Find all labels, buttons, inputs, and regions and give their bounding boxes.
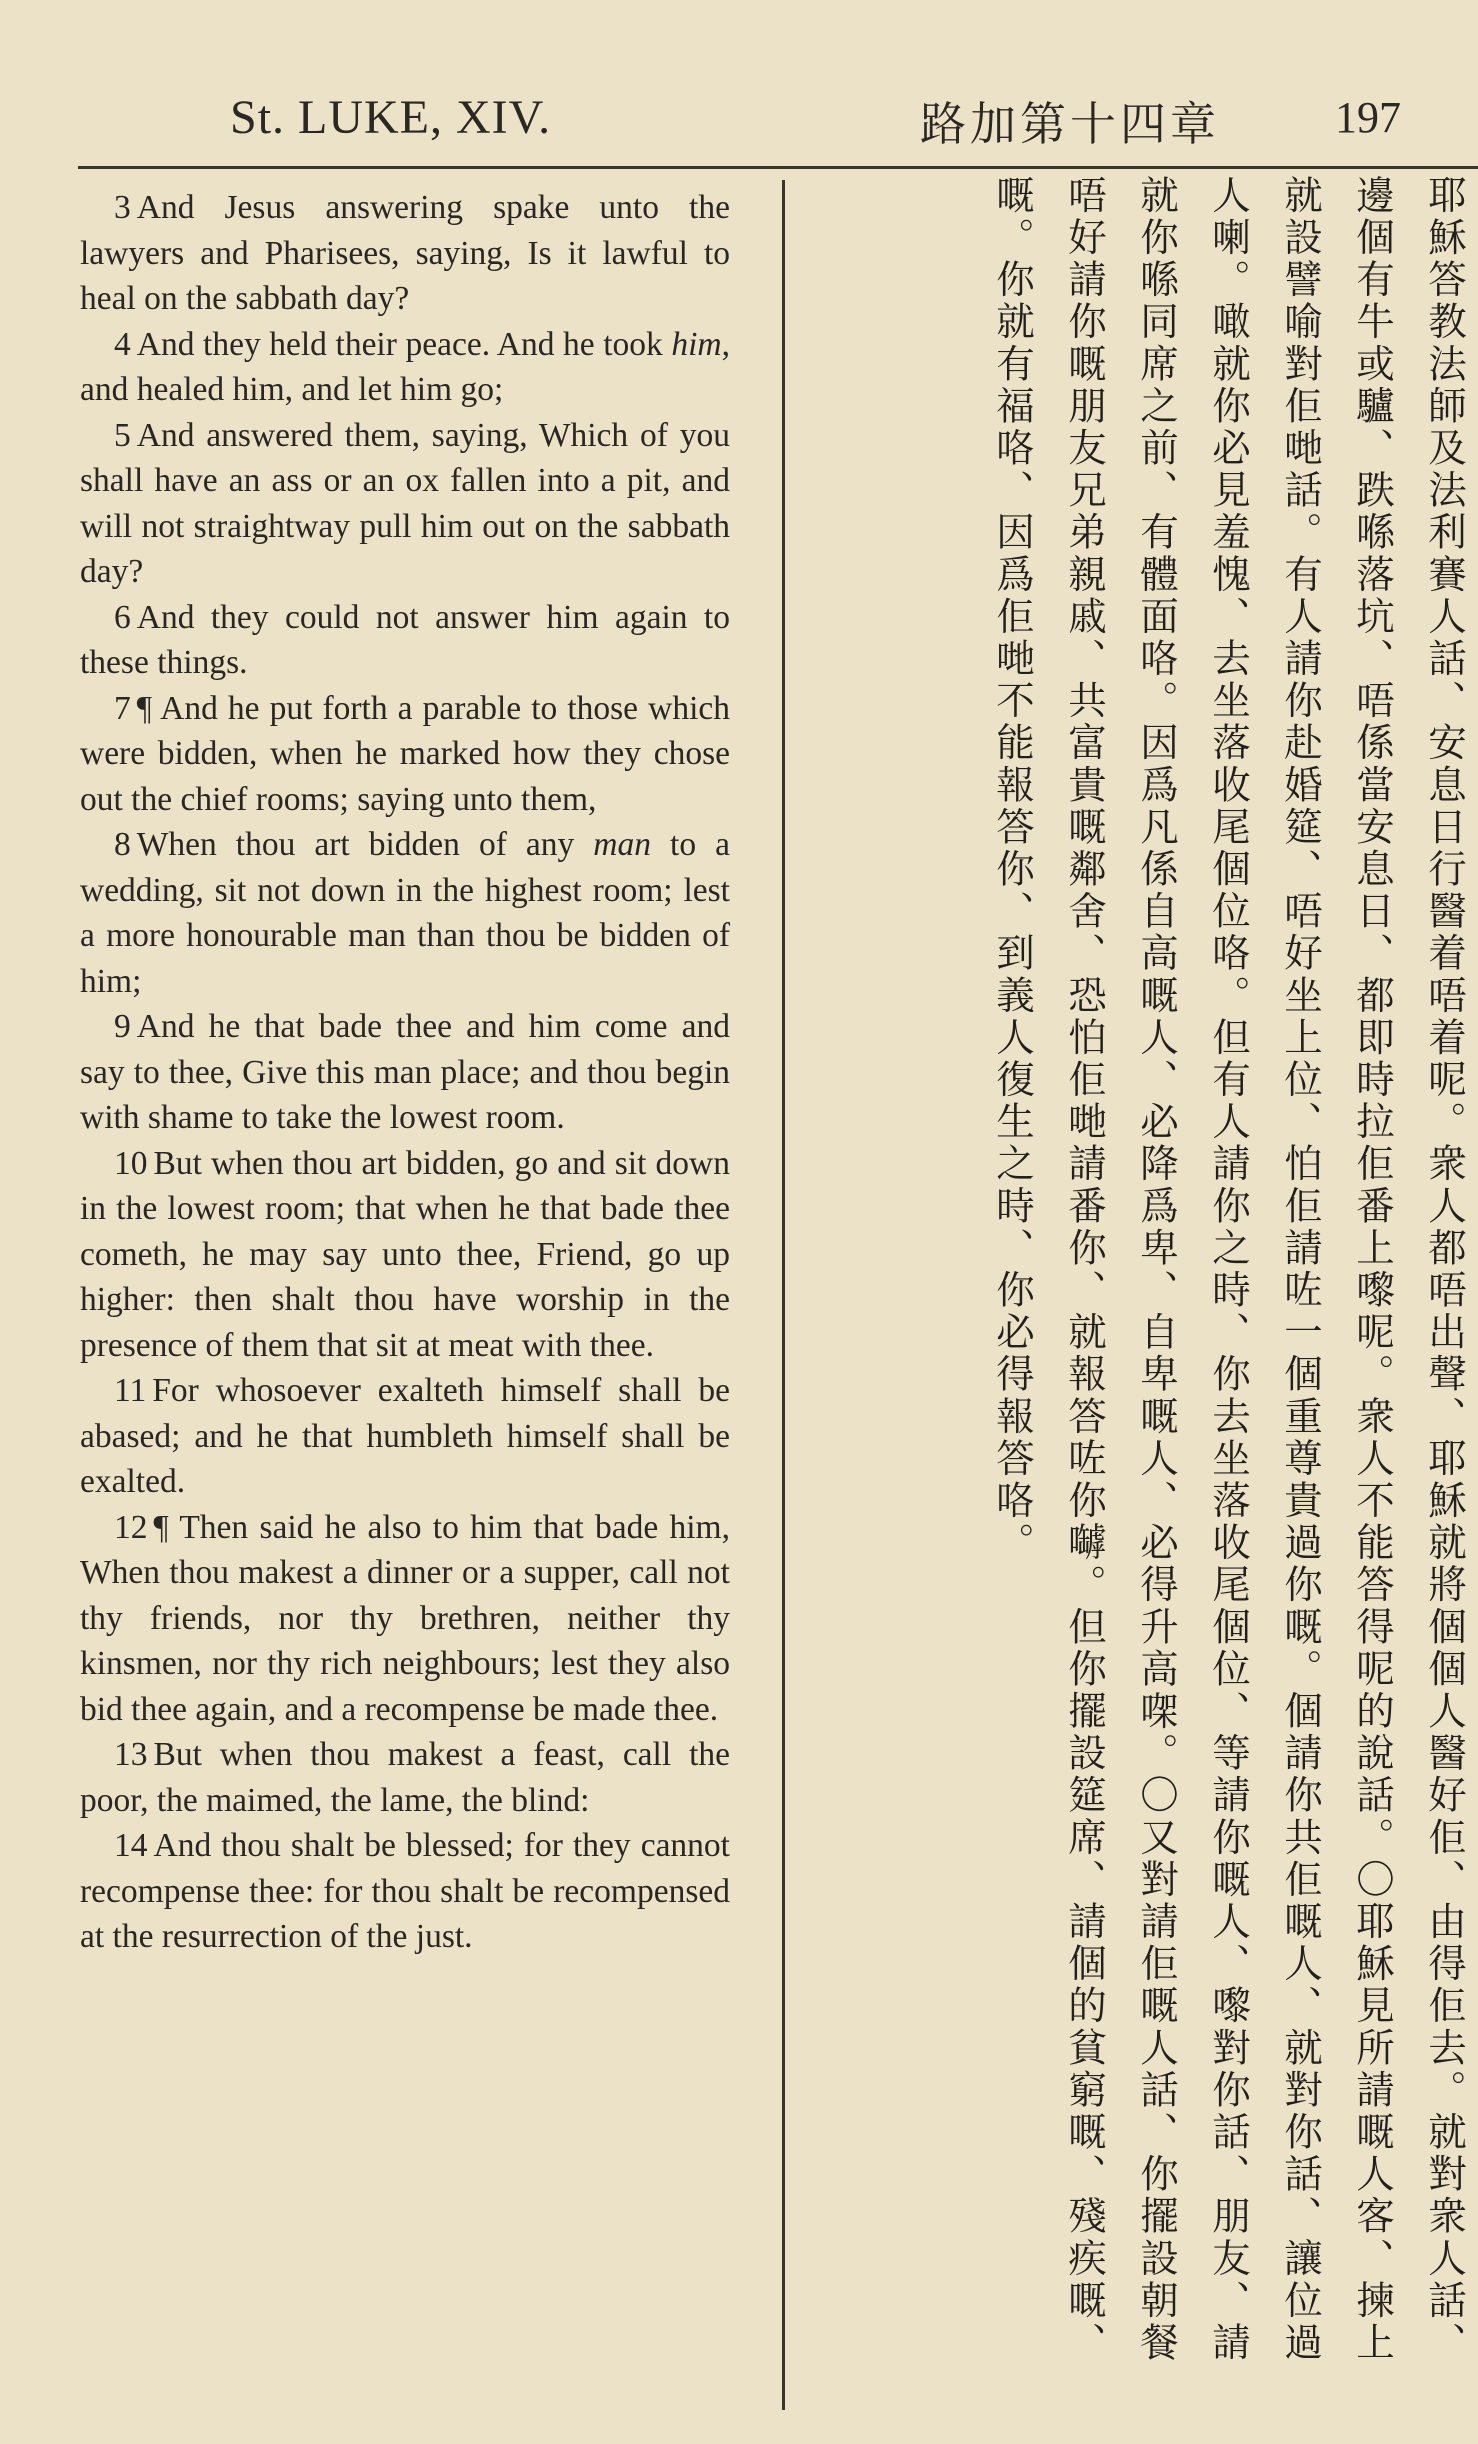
column-divider <box>782 180 785 2410</box>
verse-13: 13 But when thou makest a feast, call the poor, the maimed, the lame, the blind: <box>80 1736 730 1819</box>
chinese-text-column <box>790 175 1476 2415</box>
chinese-line: 就設譬喻對佢哋話。有人請你赴婚筵、唔好坐上位、怕佢請咗一個重尊貴過你嘅。個請你共佢嘅人、就對你話、讓位過 <box>1278 175 1323 2365</box>
verse-14: 14 And thou shalt be blessed; for they cannot recompense thee: for thou shalt be recompensed at the resurrection of the just. <box>80 1827 730 1955</box>
verse-4: 4 And they held their peace. And he took him, and healed him, and let him go; <box>80 325 730 408</box>
verse-11: 11 For whosoever exalteth himself shall be abased; and he that humbleth himself shall be exalted. <box>80 1372 730 1500</box>
chinese-line: 就你喺同席之前、有體面咯。因爲凡係自高嘅人、必降爲卑、自卑嘅人、必得升高㗎。〇又對請佢嘅人話、你擺設朝餐 <box>1134 175 1179 2365</box>
verse-9: 9 And he that bade thee and him come and say to thee, Give this man place; and thou begin with shame to take the lowest room. <box>80 1008 730 1136</box>
verse-5: 5 And answered them, saying, Which of you shall have an ass or an ox fallen into a pit, and will not straightway pull him out on the sabbath day? <box>80 416 730 590</box>
verse-10: 10 But when thou art bidden, go and sit down in the lowest room; that when he that bade thee cometh, he may say unto thee, Friend, go up higher: then shalt thou have worship in the presence of them that sit at meat with thee. <box>80 1144 730 1364</box>
page-header <box>0 0 1478 175</box>
english-text-column <box>80 185 730 1960</box>
chinese-line: 唔好請你嘅朋友兄弟親戚、共富貴嘅鄰舍、恐怕佢哋請番你、就報答咗你嚹。但你擺設筵席、請個的貧窮嘅、殘疾嘅、 <box>1062 175 1107 2365</box>
verse-6: 6 And they could not answer him again to these things. <box>80 598 730 681</box>
chinese-line: 嘅。你就有福咯、因爲佢哋不能報答你、到義人復生之時、你必得報答咯。 <box>990 175 1035 1565</box>
page-number: 197 <box>1335 93 1401 142</box>
verse-3: 3 And Jesus answering spake unto the lawyers and Pharisees, saying, Is it lawful to heal on the sabbath day? <box>80 189 730 317</box>
header-rule <box>78 166 1478 169</box>
english-running-title: St. LUKE, XIV. <box>230 91 552 144</box>
verse-12: 12 ¶ Then said he also to him that bade him, When thou makest a dinner or a supper, call not thy friends, nor thy brethren, neither thy kinsmen, nor thy rich neighbours; lest they also bid thee again, and a recompense be made thee. <box>80 1508 730 1728</box>
chinese-running-title: 路加第十四章 <box>920 97 1220 151</box>
verse-8: 8 When thou art bidden of any man to a wedding, sit not down in the highest room; lest a more honourable man than thou be bidden of him; <box>80 826 730 1000</box>
verse-7: 7 ¶ And he put forth a parable to those which were bidden, when he marked how they chose out the chief rooms; saying unto them, <box>80 689 730 818</box>
chinese-line: 耶穌答教法師及法利賽人話、安息日行醫着唔着呢。衆人都唔出聲、耶穌就將個個人醫好佢、由得佢去。就對衆人話、 <box>1422 175 1467 2365</box>
chinese-line: 人喇。噉就你必見羞愧、去坐落收尾個位咯。但有人請你之時、你去坐落收尾個位、等請你嘅人、嚟對你話、朋友、請 <box>1206 175 1251 2365</box>
chinese-line: 邊個有牛或驢、跌喺落坑、唔係當安息日、都即時拉佢番上嚟呢。衆人不能答得呢的說話。〇耶穌見所請嘅人客、揀上 <box>1350 175 1395 2365</box>
